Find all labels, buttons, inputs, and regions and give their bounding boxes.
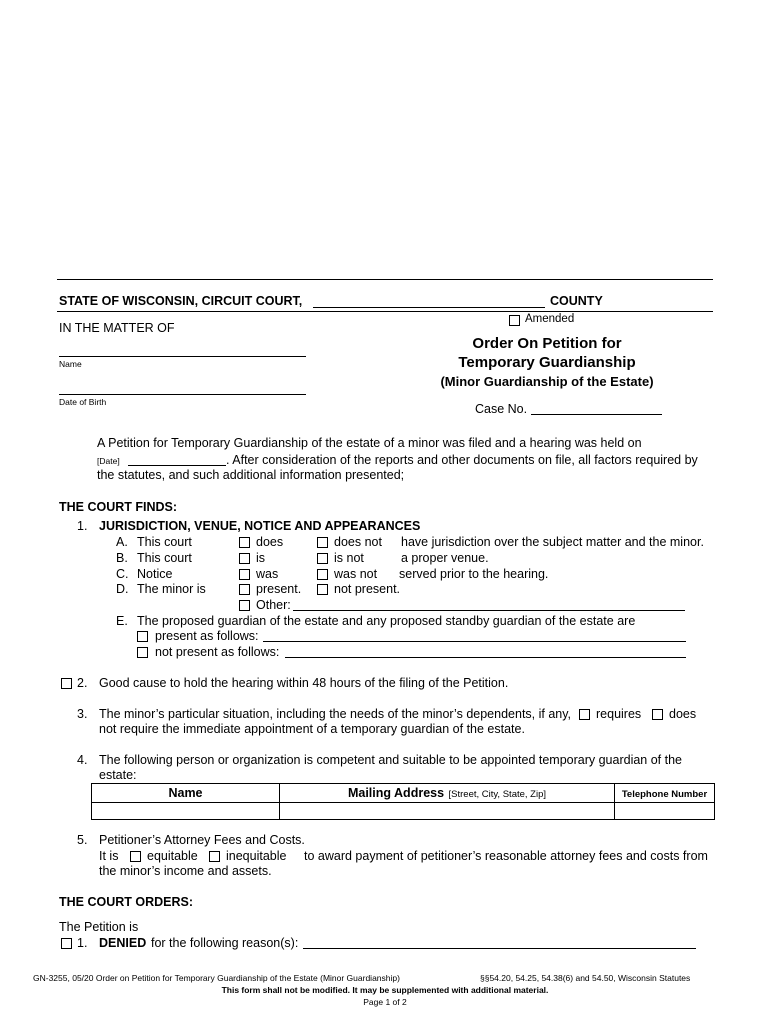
minor-present-label: present.: [256, 582, 302, 596]
petition-is-label: The Petition is: [59, 920, 139, 934]
amended-label: Amended: [525, 313, 575, 325]
guardian-phone-cell[interactable]: [615, 803, 715, 820]
section-3-number: 3.: [77, 707, 88, 721]
minor-not-present-checkbox[interactable]: [317, 584, 328, 595]
requires-checkbox[interactable]: [579, 709, 590, 720]
case-no-blank[interactable]: [531, 414, 662, 415]
jurisdiction-text: have jurisdiction over the subject matter and the minor.: [401, 535, 704, 549]
other-label: Other:: [256, 598, 291, 612]
item-e-letter: E.: [116, 614, 128, 628]
state-court-label: STATE OF WISCONSIN, CIRCUIT COURT,: [59, 294, 303, 308]
notice-was-not-checkbox[interactable]: [317, 569, 328, 580]
form-title-line1: Order On Petition for: [472, 335, 622, 352]
header-rule: [57, 311, 713, 312]
jurisdiction-does-not-label: does not: [334, 535, 382, 549]
other-blank[interactable]: [293, 610, 685, 611]
venue-is-not-label: is not: [334, 551, 364, 565]
equitable-label: equitable: [147, 849, 198, 863]
section-2-text: Good cause to hold the hearing within 48 hours of the filing of the Petition.: [99, 676, 509, 690]
minor-not-present-label: not present.: [334, 582, 401, 596]
denied-reason-label: for the following reason(s):: [151, 936, 299, 950]
section-3-text2: not require the immediate appointment of a temporary guardian of the estate.: [99, 722, 525, 736]
name-blank[interactable]: [59, 356, 306, 357]
section-5-line2: the minor’s income and assets.: [99, 864, 272, 878]
statutes: §§54.20, 54.25, 54.38(6) and 54.50, Wisconsin Statutes: [480, 973, 691, 983]
dob-blank[interactable]: [59, 394, 306, 395]
section-3-text1: The minor’s particular situation, including the needs of the minor’s dependents, if any,: [99, 707, 572, 721]
item-a-label: This court: [137, 535, 192, 549]
venue-is-label: is: [256, 551, 266, 565]
amended-checkbox[interactable]: [509, 315, 520, 326]
section-5-rest: to award payment of petitioner’s reasonable attorney fees and costs from: [304, 849, 708, 863]
county-label: COUNTY: [550, 294, 603, 308]
top-rule: [57, 279, 713, 280]
good-cause-checkbox[interactable]: [61, 678, 72, 689]
denied-checkbox[interactable]: [61, 938, 72, 949]
notice-text: served prior to the hearing.: [399, 567, 549, 581]
notice-was-not-label: was not: [334, 567, 378, 581]
section-2-number: 2.: [77, 676, 88, 690]
form-title-line3: (Minor Guardianship of the Estate): [440, 374, 654, 389]
intro-line1: A Petition for Temporary Guardianship of the estate of a minor was filed and a hearing was held on: [97, 436, 642, 450]
form-title-line2: Temporary Guardianship: [458, 354, 636, 371]
page-number: Page 1 of 2: [363, 997, 407, 1007]
minor-present-checkbox[interactable]: [239, 584, 250, 595]
item-b-letter: B.: [116, 551, 128, 565]
venue-is-not-checkbox[interactable]: [317, 553, 328, 564]
equitable-checkbox[interactable]: [130, 851, 141, 862]
notice-was-checkbox[interactable]: [239, 569, 250, 580]
court-finds-heading: THE COURT FINDS:: [59, 500, 178, 514]
section-5-itis: It is: [99, 849, 119, 863]
notice-was-label: was: [256, 567, 279, 581]
modification-notice: This form shall not be modified. It may be supplemented with additional material.: [221, 985, 549, 995]
court-orders-heading: THE COURT ORDERS:: [59, 895, 194, 909]
guardian-name-cell[interactable]: [92, 803, 280, 820]
table-header-phone: Telephone Number: [615, 784, 715, 803]
venue-text: a proper venue.: [401, 551, 489, 565]
denied-reason-blank[interactable]: [303, 948, 696, 949]
inequitable-checkbox[interactable]: [209, 851, 220, 862]
other-checkbox[interactable]: [239, 600, 250, 611]
intro-line3: the statutes, and such additional information presented;: [97, 468, 405, 482]
venue-is-checkbox[interactable]: [239, 553, 250, 564]
item-c-letter: C.: [116, 567, 129, 581]
matter-label: IN THE MATTER OF: [59, 321, 175, 335]
form-id: GN-3255, 05/20 Order on Petition for Temporary Guardianship of the Estate (Minor Guardianship): [33, 973, 400, 983]
guardian-not-present-label: not present as follows:: [155, 645, 280, 659]
jurisdiction-does-not-checkbox[interactable]: [317, 537, 328, 548]
name-label: Name: [59, 359, 82, 369]
guardian-not-present-checkbox[interactable]: [137, 647, 148, 658]
table-header-name: Name: [92, 784, 280, 803]
item-e-text: The proposed guardian of the estate and any proposed standby guardian of the estate are: [137, 614, 636, 628]
item-d-label: The minor is: [137, 582, 206, 596]
order-1-number: 1.: [77, 936, 88, 950]
item-c-label: Notice: [137, 567, 173, 581]
section-5-title: Petitioner’s Attorney Fees and Costs.: [99, 833, 305, 847]
guardian-address-cell[interactable]: [280, 803, 615, 820]
section-4-text1: The following person or organization is competent and suitable to be appointed temporary guardian of the: [99, 753, 683, 767]
case-no-label: Case No.: [475, 402, 528, 416]
hearing-date-blank[interactable]: [128, 465, 226, 466]
guardian-not-present-blank[interactable]: [285, 657, 686, 658]
section-4-number: 4.: [77, 753, 88, 767]
requires-label: requires: [596, 707, 642, 721]
guardian-present-label: present as follows:: [155, 629, 259, 643]
item-a-letter: A.: [116, 535, 128, 549]
intro-line2: . After consideration of the reports and other documents on file, all factors required by: [226, 453, 698, 467]
section-5-number: 5.: [77, 833, 88, 847]
section-1-title: JURISDICTION, VENUE, NOTICE AND APPEARANCES: [99, 519, 421, 533]
county-blank[interactable]: [313, 307, 545, 308]
intro-date-label: [Date]: [97, 456, 120, 466]
dob-label: Date of Birth: [59, 397, 107, 407]
does-not-require-checkbox[interactable]: [652, 709, 663, 720]
section-4-text2: estate:: [99, 768, 137, 782]
denied-label: DENIED: [99, 936, 147, 950]
inequitable-label: inequitable: [226, 849, 287, 863]
item-d-letter: D.: [116, 582, 129, 596]
item-b-label: This court: [137, 551, 192, 565]
guardian-present-checkbox[interactable]: [137, 631, 148, 642]
does-label: does: [669, 707, 697, 721]
table-header-address: Mailing Address [Street, City, State, Zip]: [280, 784, 615, 803]
guardian-present-blank[interactable]: [263, 641, 686, 642]
jurisdiction-does-checkbox[interactable]: [239, 537, 250, 548]
guardian-table: [91, 783, 715, 820]
section-1-number: 1.: [77, 519, 88, 533]
jurisdiction-does-label: does: [256, 535, 284, 549]
